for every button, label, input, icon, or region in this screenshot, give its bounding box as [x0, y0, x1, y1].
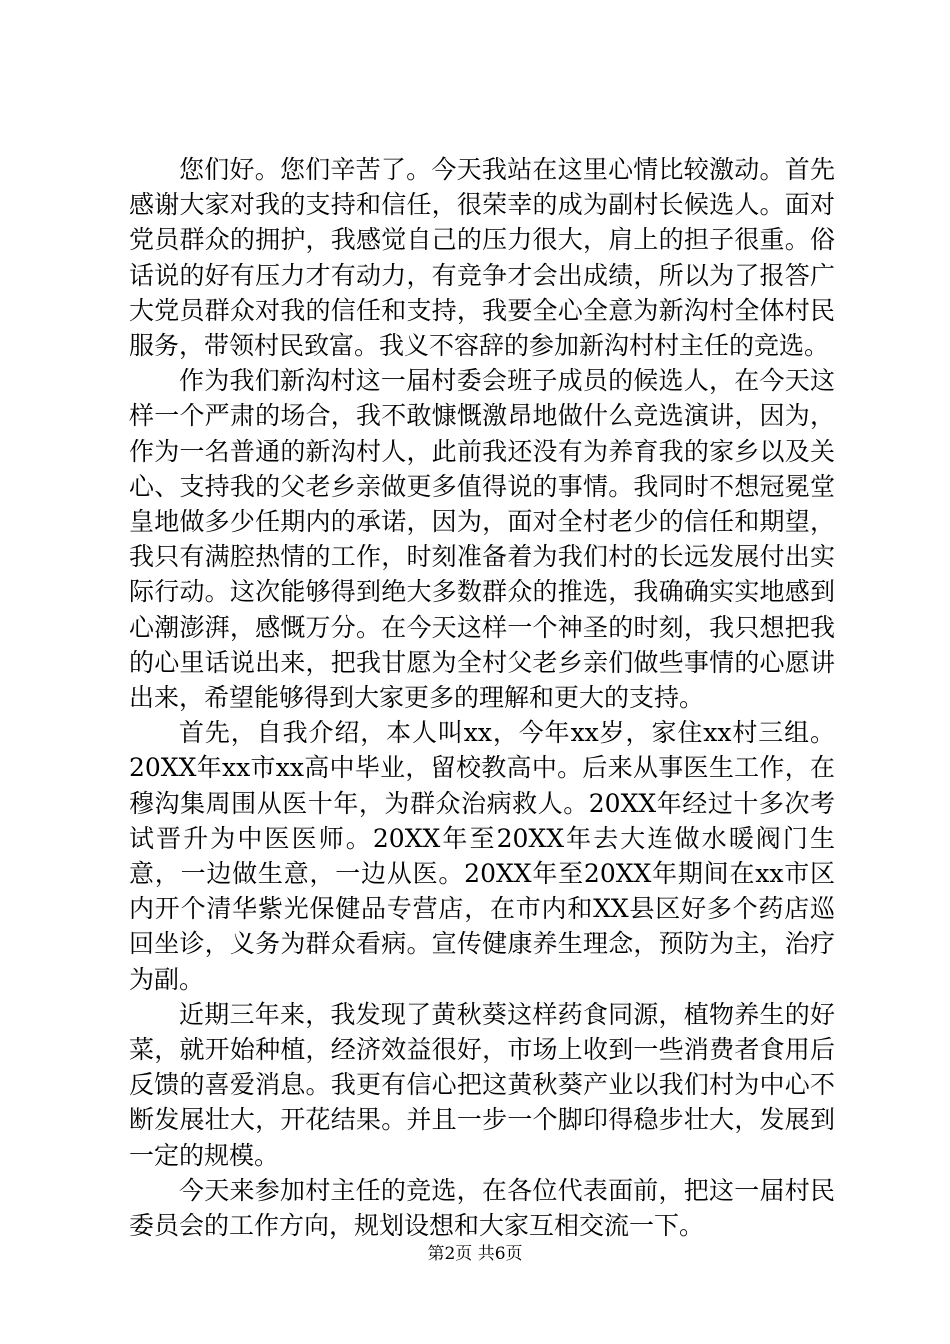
- paragraph-2: 作为我们新沟村这一届村委会班子成员的候选人，在今天这样一个严肃的场合，我不敢慷慨激昂地做什么竞选演讲，因为，作为一名普通的新沟村人，此前我还没有为养育我的家乡以及关心、支持我的父老乡亲做更多值得说的事情。我同时不想冠冕堂皇地做多少任期内的承诺，因为，面对全村老少的信任和期望，我只有满腔热情的工作，时刻准备着为我们村的长远发展付出实际行动。这次能够得到绝大多数群众的推选，我确确实实地感到心潮澎湃，感慨万分。在今天这样一个神圣的时刻，我只想把我的心里话说出来，把我甘愿为全村父老乡亲们做些事情的心愿讲出来，希望能够得到大家更多的理解和更大的支持。: [129, 366, 835, 713]
- paragraph-5: 今天来参加村主任的竞选，在各位代表面前，把这一届村民委员会的工作方向，规划设想和大家互相交流一下。: [129, 1175, 835, 1241]
- page-number-footer: 第2页 共6页: [427, 1244, 523, 1264]
- paragraph-3: 首先，自我介绍，本人叫xx，今年xx岁，家住xx村三组。20XX年xx市xx高中毕业，留校教高中。后来从事医生工作，在穆沟集周围从医十年，为群众治病救人。20XX年经过十多次考试晋升为中医医师。20XX年至20XX年去大连做水暖阀门生意，一边做生意，一边从医。20XX年至20XX年期间在xx市区内开个清华紫光保健品专营店，在市内和XX县区好多个药店巡回坐诊，义务为群众看病。宣传健康养生理念，预防为主，治疗为副。: [129, 718, 835, 994]
- paragraph-1: 您们好。您们辛苦了。今天我站在这里心情比较激动。首先感谢大家对我的支持和信任，很荣幸的成为副村长候选人。面对党员群众的拥护，我感觉自己的压力很大，肩上的担子很重。俗话说的好有压力才有动力，有竞争才会出成绩，所以为了报答广大党员群众对我的信任和支持，我要全心全意为新沟村全体村民服务，带领村民致富。我义不容辞的参加新沟村村主任的竞选。: [129, 155, 835, 361]
- document-body: [129, 152, 835, 1243]
- paragraph-4: 近期三年来，我发现了黄秋葵这样药食同源，植物养生的好菜，就开始种植，经济效益很好，市场上收到一些消费者食用后反馈的喜爱消息。我更有信心把这黄秋葵产业以我们村为中心不断发展壮大，开花结果。并且一步一个脚印得稳步壮大，发展到一定的规模。: [129, 999, 835, 1170]
